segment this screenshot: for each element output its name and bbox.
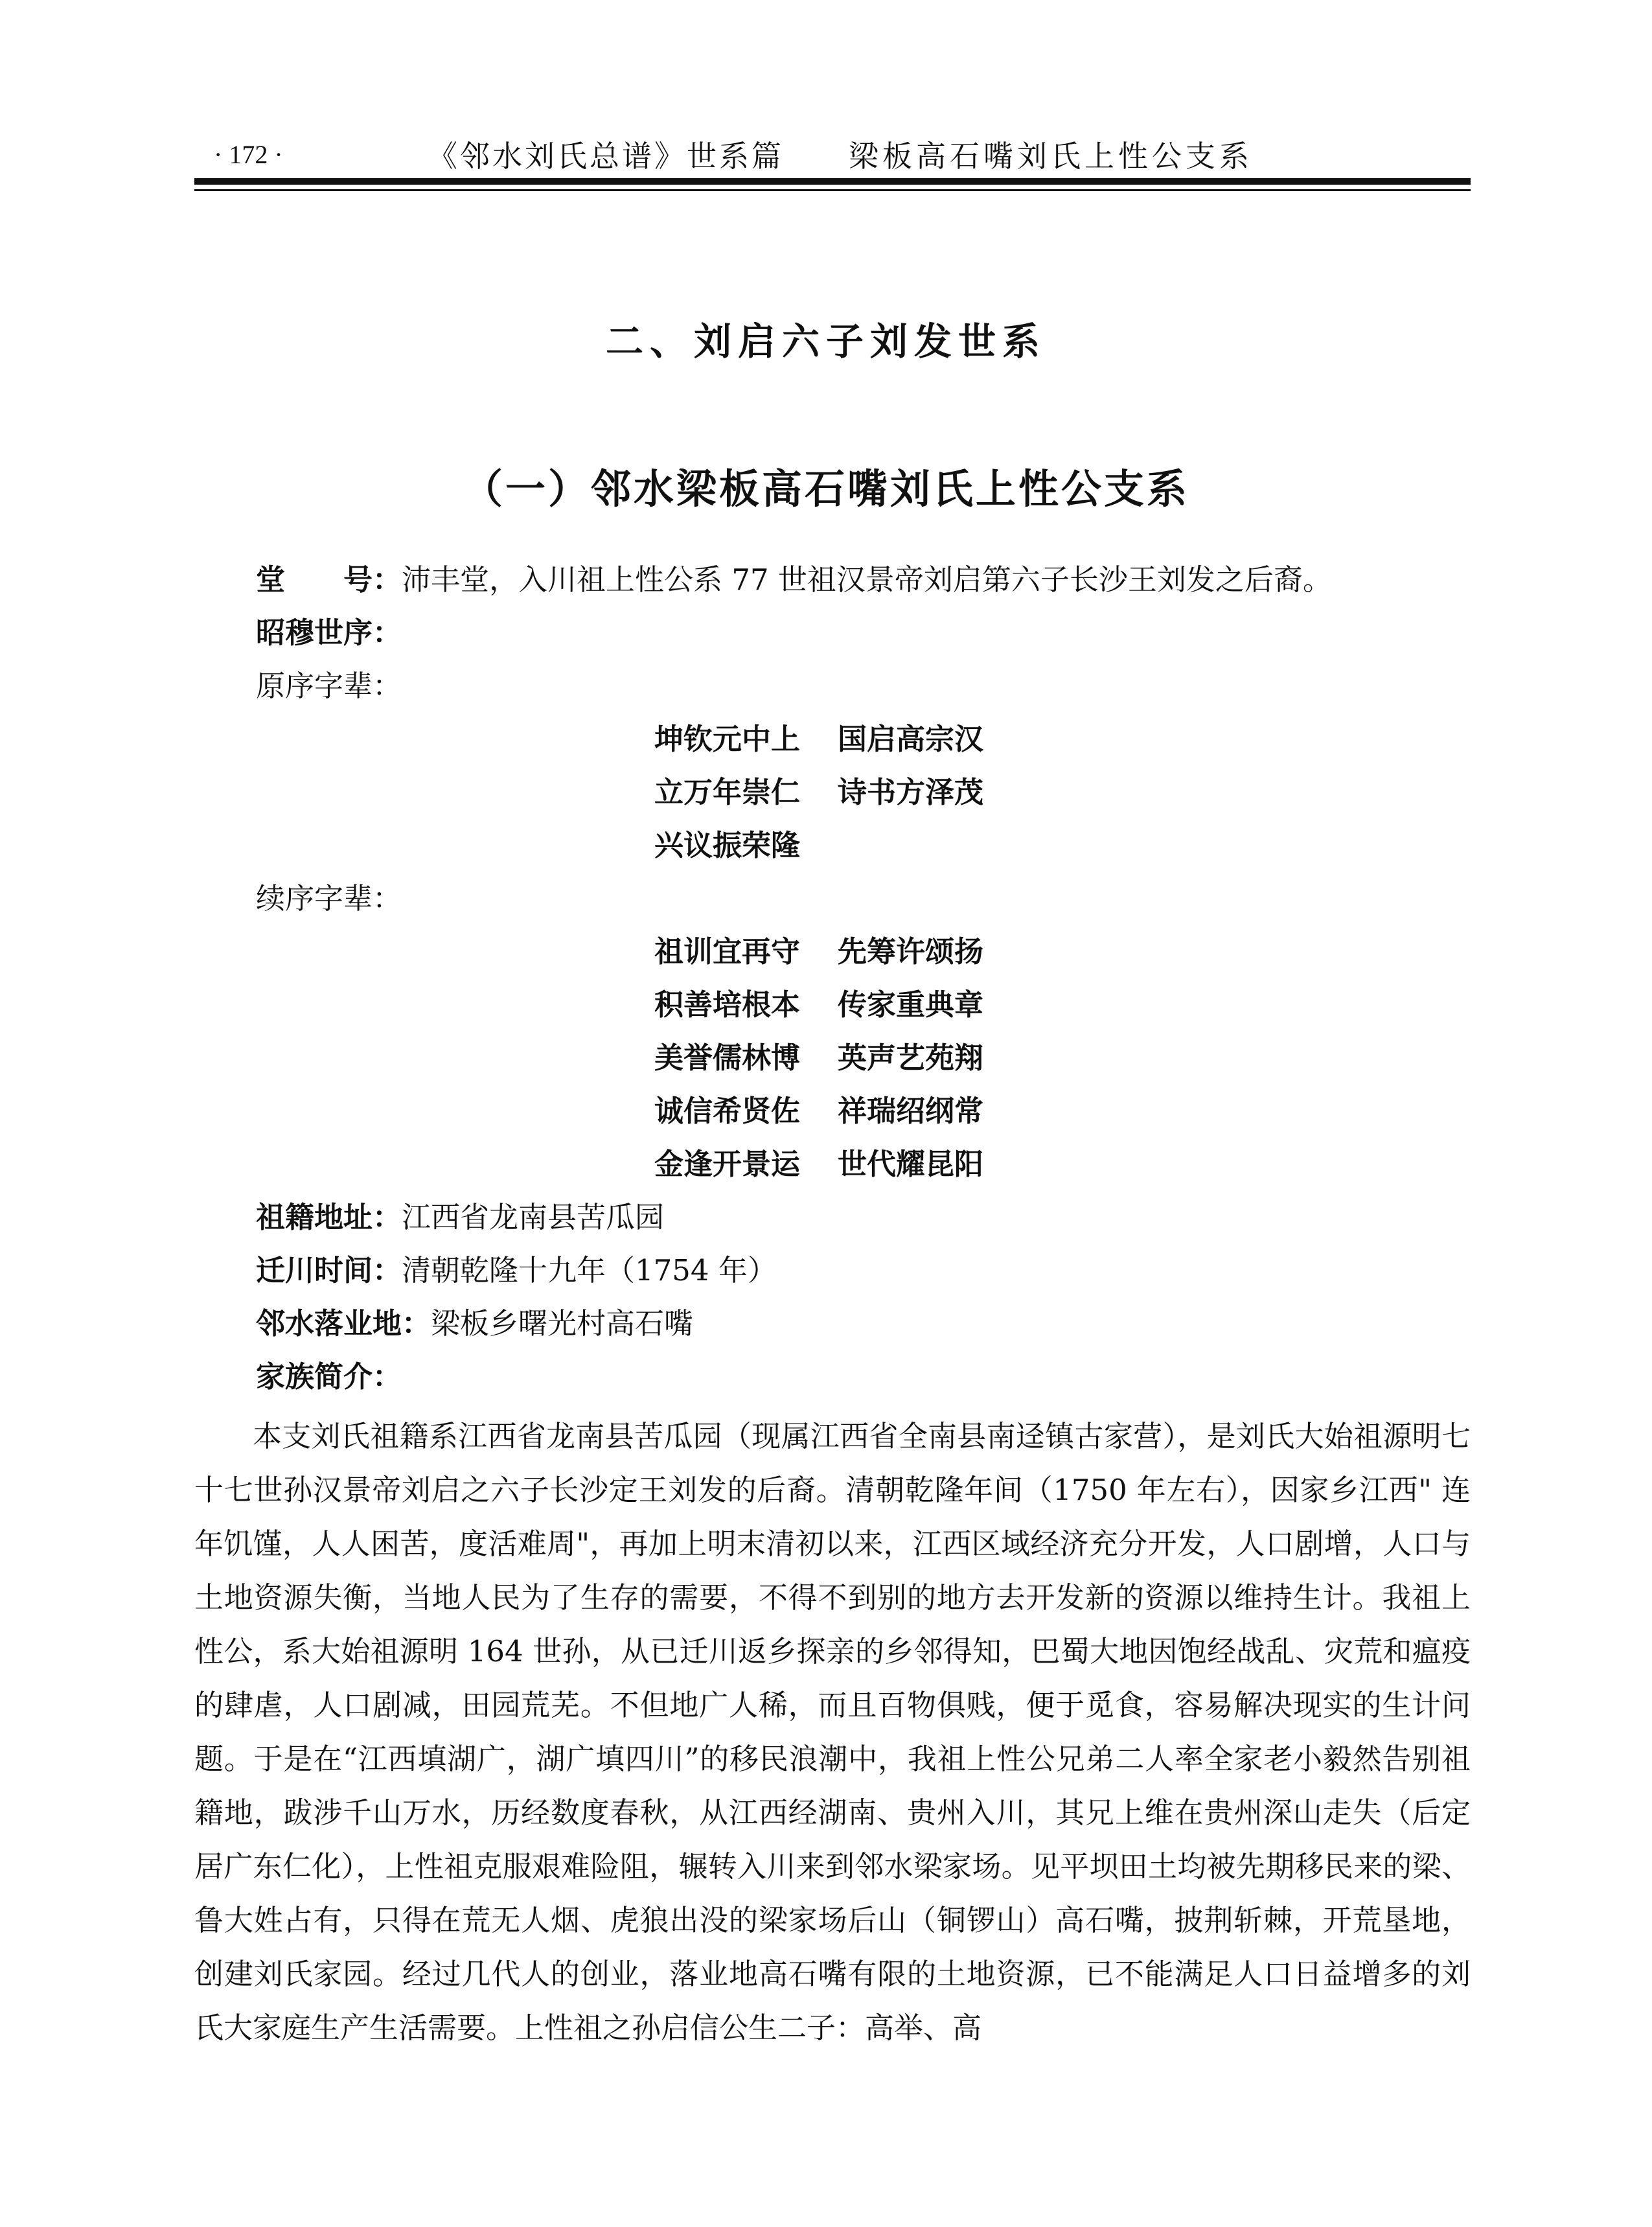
family-intro-label: 家族简介： [256, 1359, 402, 1394]
settlement-value: 梁板乡曙光村高石嘴 [431, 1306, 694, 1341]
settlement-line [256, 1304, 693, 1343]
settlement-label: 邻水落业地： [256, 1306, 431, 1341]
continued-gen-row: 积善培根本 传家重典章 [654, 987, 984, 1022]
migration-line [256, 1251, 777, 1290]
continued-gen-row: 祖训宜再守 先筹许颂扬 [654, 934, 984, 969]
header-section: 梁板高石嘴刘氏上性公支系 [849, 139, 1253, 174]
page-number: · 172 · [214, 140, 283, 169]
continued-gen-row: 诚信希贤佐 祥瑞绍纲常 [654, 1094, 984, 1128]
family-intro-line [256, 1357, 402, 1396]
hall-line [256, 560, 1332, 599]
origin-line [256, 1198, 664, 1237]
origin-value: 江西省龙南县苦瓜园 [402, 1200, 665, 1234]
original-gen-row: 坤钦元中上 国启高宗汉 [654, 722, 984, 756]
zhaomu-label: 昭穆世序： [256, 616, 402, 650]
chapter-title: 二、刘启六子刘发世系 [605, 319, 1046, 363]
header-rule-thick [194, 178, 1471, 185]
hall-value: 沛丰堂，入川祖上性公系 77 世祖汉景帝刘启第六子长沙王刘发之后裔。 [402, 562, 1332, 597]
section-title: （一）邻水梁板高石嘴刘氏上性公支系 [462, 465, 1189, 513]
family-intro-paragraph: 本支刘氏祖籍系江西省龙南县苦瓜园（现属江西省全南县南迳镇古家营），是刘氏大始祖源明七十七世孙汉景帝刘启之六子长沙定王刘发的后裔。清朝乾隆年间（1750 年左右），因家乡江西" 连年饥馑，人人困苦，度活难周"，再加上明末清初以来，江西区域经济充分开发，人口剧增，人口与土地资源失衡，当地人民为了生存的需要，不得不到别的地方去开发新的资源以维持生计。我祖上性公，系大始祖源明 164 世孙，从已迁川返乡探亲的乡邻得知，巴蜀大地因饱经战乱、灾荒和瘟疫的肆虐，人口剧减，田园荒芜。不但地广人稀，而且百物俱贱，便于觅食，容易解决现实的生计问题。于是在“江西填湖广，湖广填四川”的移民浪潮中，我祖上性公兄弟二人率全家老小毅然告别祖籍地，跋涉千山万水，历经数度春秋，从江西经湖南、贵州入川，其兄上维在贵州深山走失（后定居广东仁化），上性祖克服艰难险阻，辗转入川来到邻水梁家场。见平坝田土均被先期移民来的梁、鲁大姓占有，只得在荒无人烟、虎狼出没的梁家场后山（铜锣山）高石嘴，披荆斩棘，开荒垦地，创建刘氏家园。经过几代人的创业，落业地高石嘴有限的土地资源，已不能满足人口日益增多的刘氏大家庭生产生活需要。上性祖之孙启信公生二子：高举、高 [194, 1419, 1471, 2045]
continued-gen-row: 美誉儒林博 英声艺苑翔 [654, 1041, 984, 1075]
migration-label: 迁川时间： [256, 1253, 402, 1287]
header-rule-thin [194, 189, 1471, 191]
running-header [194, 133, 1471, 172]
original-gen-row: 立万年崇仁 诗书方泽茂 [654, 775, 984, 809]
original-gen-row: 兴议振荣隆 [654, 828, 801, 862]
continued-label: 续序字辈： [256, 881, 402, 916]
hall-label: 堂 号： [256, 562, 402, 597]
migration-value: 清朝乾隆十九年（1754 年） [402, 1253, 777, 1287]
continued-gen-row: 金逢开景运 世代耀昆阳 [654, 1147, 984, 1181]
origin-label: 祖籍地址： [256, 1200, 402, 1234]
book-title: 《邻水刘氏总谱》世系篇 [428, 139, 784, 174]
original-label: 原序字辈： [256, 669, 402, 703]
zhaomu-line [256, 614, 402, 652]
